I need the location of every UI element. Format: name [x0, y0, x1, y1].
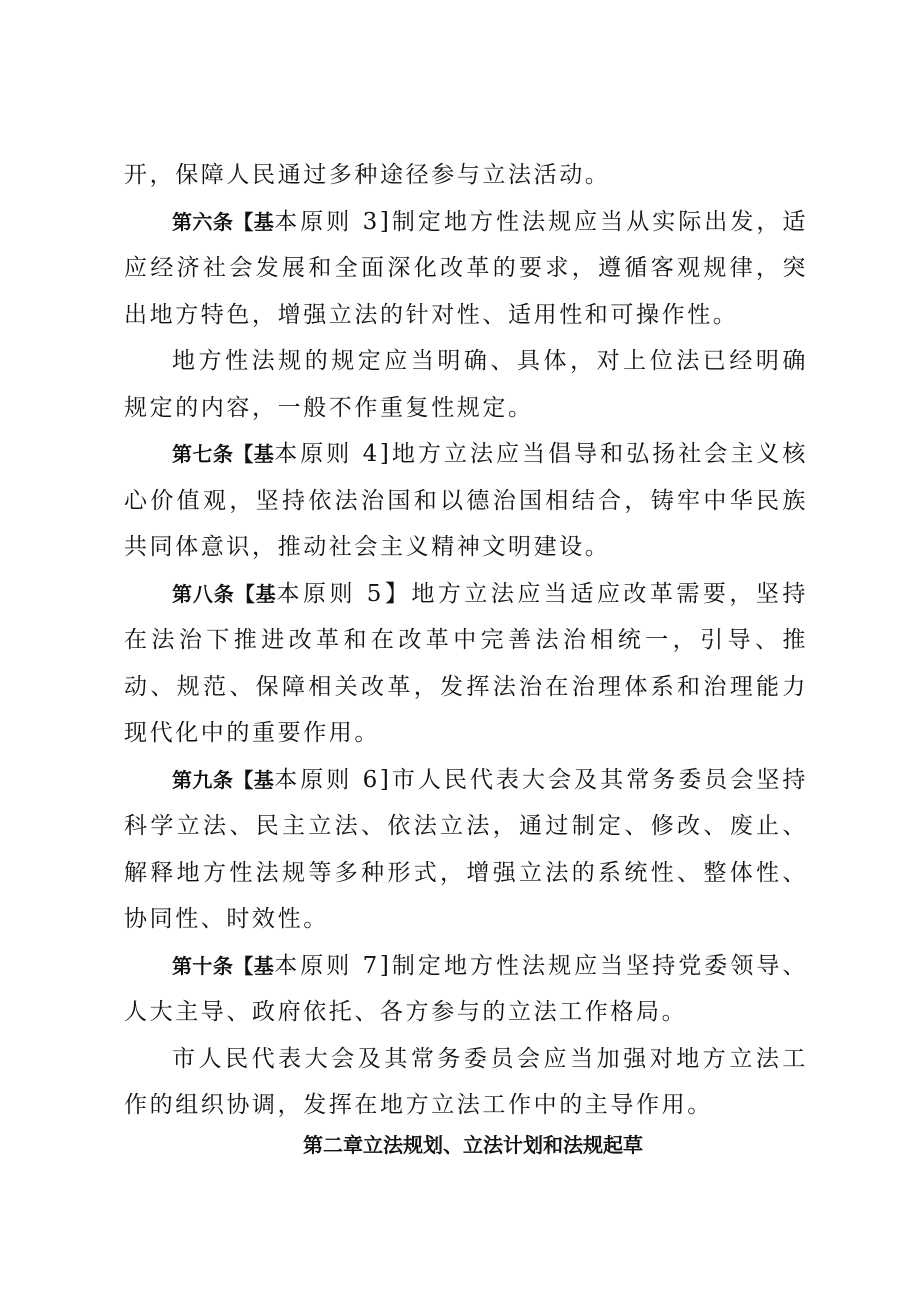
article-7: [124, 431, 808, 571]
article-10-paragraph-2: [124, 1036, 808, 1129]
article-8: [124, 571, 808, 757]
article-text: 本原则 5】地方立法应当适应改革需要，坚持在法治下推进改革和在改革中完善法治相统一，引导、推动、规范、保障相关改革，发挥法治在治理体系和治理能力现代化中的重要作用。: [124, 580, 809, 746]
paragraph-text: 市人民代表大会及其常务委员会应当加强对地方立法工作的组织协调，发挥在地方立法工作中的主导作用。: [124, 1045, 808, 1118]
article-label: 第九条【基: [172, 767, 275, 792]
paragraph-continuation: [124, 152, 808, 199]
document-body: [124, 152, 808, 1161]
paragraph-text: 开，保障人民通过多种途径参与立法活动。: [124, 162, 611, 188]
chapter-heading: 第二章立法规划、立法计划和法规起草: [303, 1132, 643, 1157]
article-6: [124, 199, 808, 339]
article-6-paragraph-2: [124, 338, 808, 431]
article-9: [124, 757, 808, 943]
article-label: 第十条【基: [172, 953, 275, 978]
article-label: 第八条【基: [172, 581, 277, 606]
paragraph-text: 地方性法规的规定应当明确、具体，对上位法已经明确规定的内容，一般不作重复性规定。: [124, 348, 808, 421]
article-text: 本原则 3]制定地方性法规应当从实际出发，适应经济社会发展和全面深化改革的要求，遵循客观规律，突出地方特色，增强立法的针对性、适用性和可操作性。: [124, 208, 809, 328]
article-10: [124, 943, 808, 1036]
article-text: 本原则 6]市人民代表大会及其常务委员会坚持科学立法、民主立法、依法立法，通过制定、修改、废止、解释地方性法规等多种形式，增强立法的系统性、整体性、协同性、时效性。: [124, 766, 809, 932]
article-label: 第七条【基: [172, 442, 275, 466]
article-text: 本原则 4]地方立法应当倡导和弘扬社会主义核心价值观，坚持依法治国和以德治国相结合，铸牢中华民族共同体意识，推动社会主义精神文明建设。: [124, 441, 809, 560]
article-text: 本原则 7]制定地方性法规应当坚持党委领导、人大主导、政府依托、各方参与的立法工作格局。: [124, 952, 809, 1025]
article-label: 第六条【基: [172, 209, 275, 234]
